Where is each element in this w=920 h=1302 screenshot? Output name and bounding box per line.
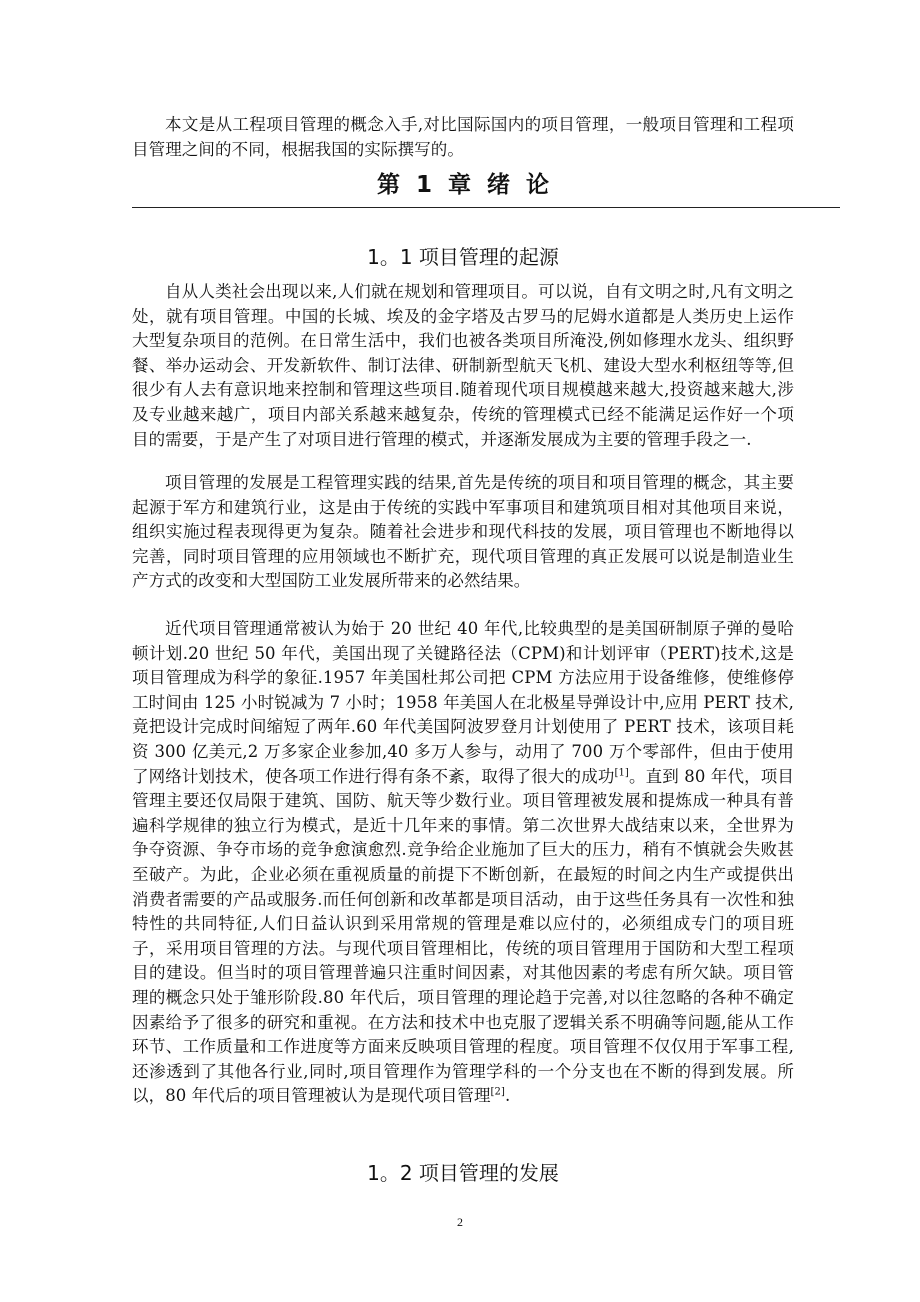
chapter-divider: [132, 207, 840, 208]
paragraph-3-text-a: 近代项目管理通常被认为始于 20 世纪 40 年代,比较典型的是美国研制原子弹的曼哈顿计划.20 世纪 50 年代，美国出现了关键路径法（CPM)和计划评审（PERT)技术,这是项目管理成为科学的象征.1957 年美国杜邦公司把 CPM 方法应用于设备维修，使维修停工时间由 125 小时锐减为 7 小时；1958 年美国人在北极星导弹设计中,应用 PERT 技术,竟把设计完成时间缩短了两年.60 年代美国阿波罗登月计划使用了 PERT 技术，该项目耗资 300 亿美元,2 万多家企业参加,40 多万人参与，动用了 700 万个零部件，但由于使用了网络计划技术，使各项工作进行得有条不紊，取得了很大的成功: [132, 619, 794, 786]
section-heading-1-2: 1。2 项目管理的发展: [367, 1161, 559, 1185]
chapter-title: 第 1 章 绪 论: [376, 172, 550, 198]
body-paragraph-1: 自从人类社会出现以来,人们就在规划和管理项目。可以说，自有文明之时,凡有文明之处，就有项目管理。中国的长城、埃及的金字塔及古罗马的尼姆水道都是人类历史上运作大型复杂项目的范例。在日常生活中，我们也被各类项目所淹没,例如修理水龙头、组织野餐、举办运动会、开发新软件、制订法律、研制新型航天飞机、建设大型水利枢纽等等,但很少有人去有意识地来控制和管理这些项目.随着现代项目规模越来越大,投资越来越大,涉及专业越来越广，项目内部关系越来越复杂，传统的管理模式已经不能满足运作好一个项目的需要，于是产生了对项目进行管理的模式，并逐渐发展成为主要的管理手段之一.: [132, 282, 794, 449]
section-heading-1-1: 1。1 项目管理的起源: [367, 245, 559, 269]
citation-ref-1: [1]: [614, 767, 629, 779]
page-number: 2: [457, 1215, 463, 1229]
intro-paragraph: 本文是从工程项目管理的概念入手,对比国际国内的项目管理，一般项目管理和工程项目管理之间的不同，根据我国的实际撰写的。: [132, 115, 794, 159]
body-paragraph-3: [132, 617, 794, 1109]
paragraph-3-text-c: .: [505, 1086, 511, 1106]
citation-ref-2: [2]: [490, 1086, 506, 1098]
paragraph-3-text-b: 。直到 80 年代，项目管理主要还仅局限于建筑、国防、航天等少数行业。项目管理被发展和提炼成一种具有普遍科学规律的独立行为模式，是近十几年来的事情。第二次世界大战结束以来，全世界为争夺资源、争夺市场的竞争愈演愈烈.竞争给企业施加了巨大的压力，稍有不慎就会失败甚至破产。为此，企业必须在重视质量的前提下不断创新，在最短的时间之内生产或提供出消费者需要的产品或服务.而任何创新和改革都是项目活动，由于这些任务具有一次性和独特性的共同特征,人们日益认识到采用常规的管理是难以应付的，必须组成专门的项目班子，采用项目管理的方法。与现代项目管理相比，传统的项目管理用于国防和大型工程项目的建设。但当时的项目管理普遍只注重时间因素，对其他因素的考虑有所欠缺。项目管理的概念只处于雏形阶段.80 年代后，项目管理的理论趋于完善,对以往忽略的各种不确定因素给予了很多的研究和重视。在方法和技术中也克服了逻辑关系不明确等问题,能从工作环节、工作质量和工作进度等方面来反映项目管理的程度。项目管理不仅仅用于军事工程,还渗透到了其他各行业,同时,项目管理作为管理学科的一个分支也在不断的得到发展。所以，80 年代后的项目管理被认为是现代项目管理: [132, 766, 794, 1106]
body-paragraph-2: 项目管理的发展是工程管理实践的结果,首先是传统的项目和项目管理的概念，其主要起源于军方和建筑行业，这是由于传统的实践中军事项目和建筑项目相对其他项目来说，组织实施过程表现得更为复杂。随着社会进步和现代科技的发展，项目管理也不断地得以完善，同时项目管理的应用领域也不断扩充，现代项目管理的真正发展可以说是制造业生产方式的改变和大型国防工业发展所带来的必然结果。: [132, 473, 794, 591]
